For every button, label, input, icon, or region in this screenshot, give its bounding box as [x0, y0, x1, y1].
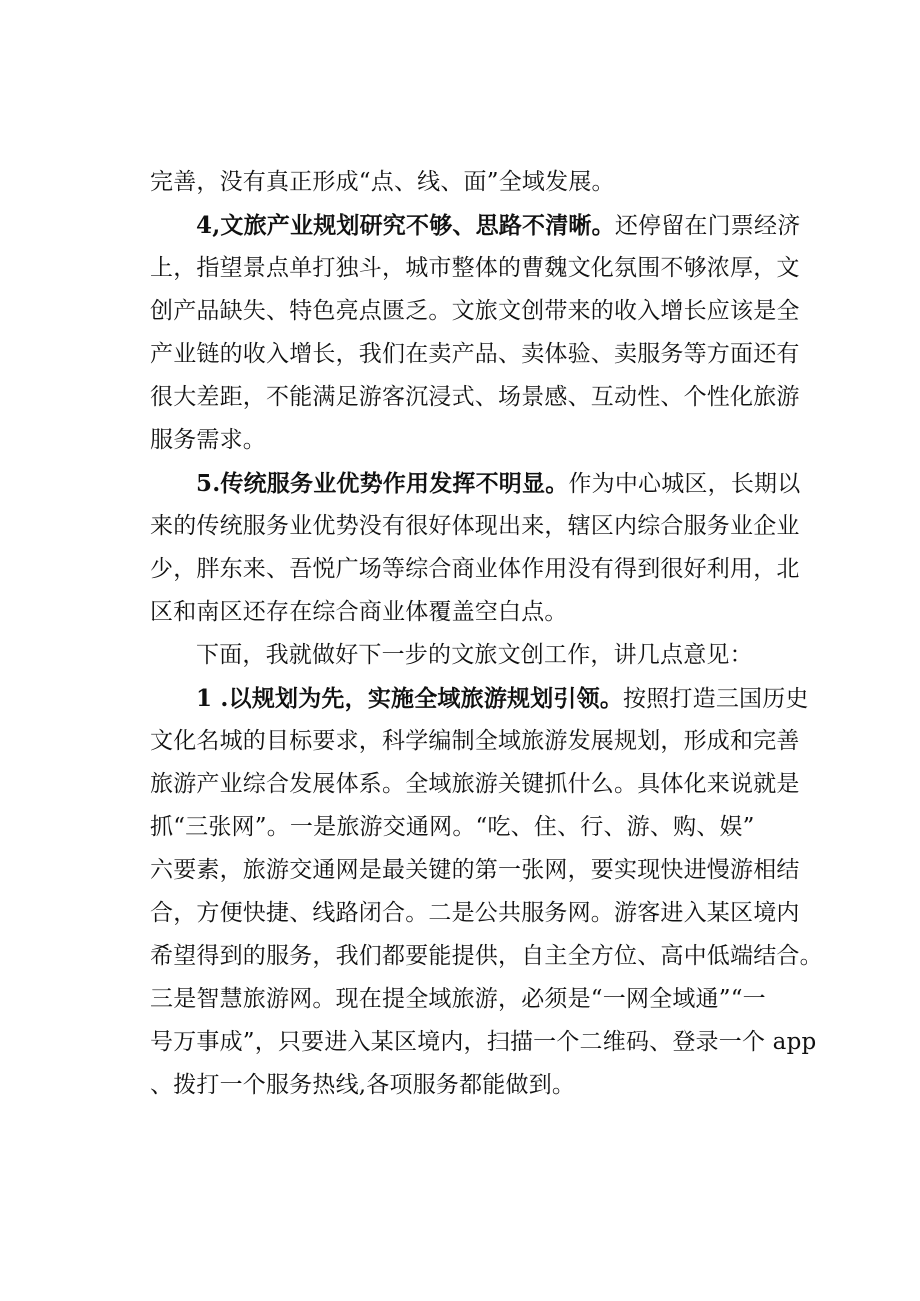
text-line: 服务需求。: [150, 427, 266, 453]
document-page: [150, 161, 823, 1107]
heading-text: 4,文旅产业规划研究不够、思路不清晰。: [196, 212, 615, 239]
body-text: 按照打造三国历史: [623, 686, 809, 712]
text-line: 合，方便快捷、线路闭合。二是公共服务网。游客进入某区境内: [150, 900, 800, 926]
paragraph-line: [150, 462, 802, 505]
text-line: 六要素，旅游交通网是最关键的第一张网，要实现快进慢游相结: [150, 857, 800, 883]
text-line: 下面，我就做好下一步的文旅文创工作，讲几点意见：: [196, 642, 753, 668]
text-line: 、拨打一个服务热线,各项服务都能做到。: [150, 1072, 576, 1098]
text-line: 少，胖东来、吾悦广场等综合商业体作用没有得到很好利用，北: [150, 556, 800, 582]
body-text: 还停留在门票经济: [614, 213, 801, 239]
text-line: 希望得到的服务，我们都要能提供，自主全方位、高中低端结合。: [150, 943, 823, 969]
text-line: 创产品缺失、特色亮点匮乏。文旅文创带来的收入增长应该是全: [150, 298, 800, 324]
text-line: 来的传统服务业优势没有很好体现出来，辖区内综合服务业企业: [150, 513, 800, 539]
text-line: 上，指望景点单打独斗，城市整体的曹魏文化氛围不够浓厚，文: [150, 255, 800, 281]
text-line: 区和南区还存在综合商业体覆盖空白点。: [150, 599, 568, 625]
heading-text: 1 .以规划为先，实施全域旅游规划引领。: [196, 685, 624, 712]
text-line: 完善，没有真正形成“点、线、面”全域发展。: [150, 169, 615, 195]
body-text: 作为中心城区，长期以: [568, 471, 801, 497]
text-line: 抓“三张网”。一是旅游交通网。“吃、住、行、游、购、娱”: [150, 814, 755, 840]
heading-text: 5.传统服务业优势作用发挥不明显。: [196, 470, 569, 497]
paragraph-line: [150, 677, 809, 720]
text-line: 很大差距，不能满足游客沉浸式、场景感、互动性、个性化旅游: [150, 384, 800, 410]
text-line: 号万事成”，只要进入某区境内，扫描一个二维码、登录一个 app: [150, 1029, 817, 1055]
text-line: 旅游产业综合发展体系。全域旅游关键抓什么。具体化来说就是: [150, 771, 800, 797]
paragraph-line: [150, 204, 802, 247]
text-line: 三是智慧旅游网。现在提全域旅游，必须是“一网全域通”“一: [150, 986, 766, 1012]
text-line: 产业链的收入增长，我们在卖产品、卖体验、卖服务等方面还有: [150, 341, 800, 367]
text-line: 文化名城的目标要求，科学编制全域旅游发展规划，形成和完善: [150, 728, 800, 754]
